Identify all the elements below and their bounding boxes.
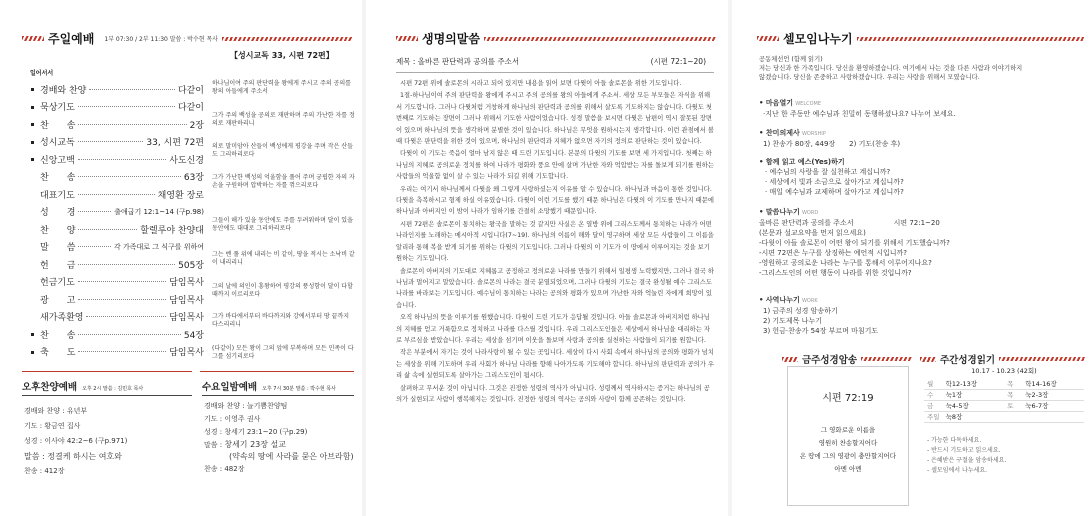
memory-line: 아멘 아멘 bbox=[834, 465, 862, 473]
order-name: 찬 양 bbox=[40, 225, 76, 236]
reading-cell: 눅6-7장 bbox=[1022, 400, 1084, 411]
intro-block bbox=[759, 55, 1079, 82]
reading-cell: 수 bbox=[924, 389, 943, 400]
order-value: 63장 bbox=[183, 173, 204, 183]
order-name: 찬 송 bbox=[40, 330, 76, 341]
header-line bbox=[857, 37, 1085, 41]
order-bullet bbox=[31, 106, 34, 109]
worship-subtitle: 1부 07:30 / 2부 11:30 말씀 : 박수현 목사 bbox=[104, 36, 219, 43]
memory-header bbox=[782, 352, 912, 366]
header-line bbox=[484, 37, 716, 41]
order-leader bbox=[78, 229, 137, 230]
wednesday-line: 경배와 찬양 : 늘기쁨찬양팀 bbox=[204, 402, 288, 410]
order-name: 대표기도 bbox=[40, 190, 75, 201]
reading-cell: 금 bbox=[924, 400, 943, 411]
reading-header bbox=[920, 352, 1085, 366]
order-value: 33, 시편 72편 bbox=[146, 138, 204, 148]
order-leader bbox=[78, 351, 166, 352]
reading-cell bbox=[1004, 411, 1022, 422]
wednesday-sermon-title: 창세기 23장 설교 bbox=[224, 440, 286, 449]
memory-box bbox=[787, 366, 909, 506]
psalm-line: 그가 주의 백성을 공의로 재판하며 주의 가난한 자를 정의로 재판하리니 bbox=[212, 112, 355, 127]
wednesday-body bbox=[204, 400, 354, 476]
wednesday-line: 성경 : 창세기 23:1~20 (구p.29) bbox=[204, 428, 308, 436]
psalm-line: (다같이) 모든 왕이 그의 앞에 부복하며 모든 민족이 다 그를 섬기리로다 bbox=[212, 345, 354, 360]
afternoon-title: 오후찬양예배 bbox=[22, 382, 78, 393]
order-name: 묵상기도 bbox=[40, 103, 75, 113]
psalm-line: 하나님이여 주의 판단력을 왕에게 주시고 주의 공의를 왕의 아들에게 주소서 bbox=[212, 80, 351, 95]
sermon-ref: (시편 72:1~20) bbox=[650, 57, 706, 66]
sermon-paragraph: 시편 72편은 솔로몬이 통치하는 왕국을 말하는 것 같지만 사실은 온 열방 위에 그리스도께서 통치하는 나라가 어떤 나라인지를 노래하는 메시아적 시입니다(7~19). 하나님의 이름이 해와 달이 영구하며 세상 모든 사람들이 그 이름을 알리라 통해 복을 받게 되기를 위하는 다윗의 기도입니다. 그러나 다윗의 이 기도가 이 땅에서 이루어지는 것을 보기 원하는 기도입니다. bbox=[396, 220, 714, 263]
order-bullet bbox=[31, 158, 34, 161]
word-ref: 시편 72:1~20 bbox=[893, 219, 940, 227]
sermon-paragraph: 살펴하고 무서운 것이 아닙니다. 그것은 진정한 성령의 역사가 아닙니다. 성령께서 역사하시는 증거는 하나님의 공의가 실현되고 사람이 행복해지는 것입니다. 진정한 성령의 역사는 공의와 사랑이 함께 공존하는 것입니다. bbox=[396, 384, 710, 403]
sermon-body bbox=[396, 78, 714, 406]
word-label: 말씀나누기 bbox=[765, 208, 800, 216]
memory-title: 금주성경암송 bbox=[802, 355, 858, 366]
order-row bbox=[40, 185, 204, 203]
order-row bbox=[40, 238, 204, 256]
reading-note: - 은혜받은 구절을 암송하세요. bbox=[927, 457, 1007, 464]
afternoon-line: 성경 : 이사야 42:2~6 (구p.971) bbox=[24, 437, 128, 445]
reading-note: - 가능한 다독하세요. bbox=[927, 437, 982, 444]
header-stripe bbox=[757, 36, 779, 41]
order-name: 새가족환영 bbox=[40, 313, 84, 323]
order-name: 광 고 bbox=[40, 295, 76, 306]
order-leader bbox=[78, 106, 175, 107]
order-leader bbox=[78, 281, 166, 282]
order-row bbox=[40, 203, 204, 221]
order-name: 경배와 찬양 bbox=[40, 85, 87, 96]
order-value: 담임목사 bbox=[169, 278, 204, 288]
order-value: 2장 bbox=[189, 120, 204, 131]
wednesday-header bbox=[202, 379, 354, 396]
order-bullet bbox=[31, 123, 34, 126]
afternoon-line: 찬송 : 412장 bbox=[24, 467, 65, 475]
reading-cell: 토 bbox=[1004, 400, 1022, 411]
page-sermon bbox=[366, 0, 728, 516]
order-value: 담임목사 bbox=[169, 348, 204, 358]
reading-row bbox=[924, 400, 1084, 411]
reading-cell: 목 bbox=[1004, 389, 1022, 400]
order-leader bbox=[78, 194, 155, 195]
order-leader bbox=[78, 264, 175, 265]
order-bullet bbox=[31, 351, 34, 354]
cell-title: 셀모임나누기 bbox=[783, 32, 853, 46]
order-name: 신앙고백 bbox=[40, 155, 75, 166]
cell-header bbox=[757, 30, 1085, 47]
work-line: 3) 헌금·찬송가 54장 부르며 마침기도 bbox=[763, 327, 879, 335]
reading-dates: 10.17 - 10.23 (42회) bbox=[971, 367, 1037, 375]
order-value: 할렐루야 찬양대 bbox=[140, 225, 204, 236]
reading-cell: 눅1장 bbox=[943, 389, 1005, 400]
sermon-page-title: 생명의말씀 bbox=[422, 32, 480, 46]
order-value: 담임목사 bbox=[169, 295, 204, 306]
afternoon-body bbox=[24, 404, 194, 479]
afternoon-line: 경배와 찬양 : 유년부 bbox=[24, 407, 88, 415]
reading-row bbox=[924, 411, 1084, 422]
order-value: 54장 bbox=[183, 330, 204, 341]
wednesday-sermon-label: 말씀 : bbox=[204, 441, 225, 449]
worship-section: • 찬미의제사 WORSHIP 1) 찬송가 80장, 449장 2) 기도(찬송 후) bbox=[759, 128, 1079, 149]
psalm-line: 그가 바다에서부터 바다까지와 강에서부터 땅 끝까지 다스리리니 bbox=[212, 313, 350, 328]
word-line: -시편 72편은 누구를 상징하는 예언적 시입니까? bbox=[759, 249, 907, 257]
reading-cell: 학12-13장 bbox=[943, 378, 1005, 389]
order-value: 505장 bbox=[178, 260, 204, 271]
order-bullet bbox=[31, 141, 34, 144]
work-label: 사역나누기 bbox=[765, 296, 800, 304]
sermon-paragraph: 우리는 여기서 하나님께서 다윗을 왜 그렇게 사랑하셨는지 이유를 알 수 있습니다. 하나님과 마음이 통한 것입니다. 다윗을 측복하시고 형제 하실 이유였습니다. 다윗이 이런 기도를 했기 때문 하나님은 다윗의 이 기도를 만나지 때문에 하나님과 아버지인 이 밤이 나라가 임하기를 간절히 소망했기 때문입니다. bbox=[396, 185, 714, 216]
work-section: • 사역나누기 WORK 1) 금주의 성경 암송하기 2) 기도제목 나누기 3) 헌금·찬송가 54장 부르며 마침기도 bbox=[759, 295, 1079, 336]
welcome-line: ·지난 한 주동안 예수님과 친밀히 동행하셨나요? 나누어 보세요. bbox=[763, 110, 956, 118]
afternoon-line: 기도 : 황금연 집사 bbox=[24, 422, 81, 430]
worship-line: 1) 찬송가 80장, 449장 2) 기도(찬송 후) bbox=[763, 140, 901, 148]
order-value: 각 가족대로 그 식구를 위하여 bbox=[113, 242, 204, 251]
wednesday-top-rule bbox=[200, 371, 354, 372]
order-value: 채영환 장로 bbox=[157, 190, 204, 201]
yes-line: · 세상에서 빛과 소금으로 살아가고 계십니까? bbox=[765, 178, 904, 186]
section-label: 일어서서 bbox=[30, 70, 54, 77]
order-row bbox=[40, 98, 204, 116]
sermon-paragraph: 다윗이 이 기도는 죽음이 얼마 남지 않은 때 드린 기도입니다. 본문의 다윗의 기도를 보면 세 가지입니다. 첫째는 하나님의 지혜로 공의로운 정치를 하여 나라가 평화와 풍요 안에 살며 가난한 자와 억압받는 자를 돌보게 되기를 원하는 사람들의 억울함 없이 살 수 있는 나라가 되길 위해 기도합니다. bbox=[396, 150, 714, 181]
order-row bbox=[40, 308, 204, 326]
order-row bbox=[40, 133, 204, 151]
work-line: 1) 금주의 성경 암송하기 bbox=[763, 307, 838, 315]
afternoon-sub: 오후 2시 말씀 : 김민호 목사 bbox=[82, 386, 144, 392]
order-row bbox=[40, 255, 204, 273]
header-line bbox=[999, 357, 1085, 361]
header-stripe bbox=[396, 36, 418, 41]
order-name: 찬 송 bbox=[40, 173, 76, 183]
psalm-line: 그들이 해가 있을 동안에도 주를 두려워하며 달이 있을 동안에도 대대로 그리하리로다 bbox=[212, 217, 353, 232]
reading-title: 주간성경읽기 bbox=[940, 355, 996, 366]
afternoon-top-rule bbox=[22, 371, 192, 372]
yes-label: 함께 읽고 예스(Yes)하기 bbox=[765, 158, 845, 166]
wednesday-title: 수요일밤예배 bbox=[202, 382, 258, 393]
sermon-paragraph: 솔로몬이 아버지의 기도대로 지혜롭고 공정하고 정의로운 나라를 만들기 위해서 일평생 노력했지만, 그러나 결국 하나님과 멀어지고 말았습니다. 솔로몬의 나라는 결국 분열되었으며, 그러나 다윗의 기도는 결국 완성될 예수 그리스도 나라를 바라보는 기도입니다. 예수님이 통치하는 나라는 공의와 평화가 있으며 가난한 자와 억눌린 자에게 희망이 있습니다. bbox=[396, 267, 714, 309]
order-row bbox=[40, 325, 204, 343]
reading-row bbox=[924, 389, 1084, 400]
intro-line: 저는 당신과 한 가족입니다. 당신을 환영하겠습니다. 여기에서 나는 것을 다른 사람과 이야기하지 bbox=[759, 65, 1023, 72]
sermon-paragraph: 시편 72편 위에 솔로몬의 시라고 되어 있지만 내용을 읽어 보면 다윗이 아들 솔로몬을 위한 기도입니다. bbox=[400, 80, 682, 87]
reading-cell: 월 bbox=[924, 378, 943, 389]
word-line: (본문과 설교요약을 먼저 읽으세요) bbox=[759, 229, 866, 237]
word-line: -영원하고 공의로운 나라는 누구를 통해서 이루어지나요? bbox=[759, 259, 932, 267]
wednesday-sermon-sub: (약속의 땅에 사라를 묻은 아브라함) bbox=[229, 452, 354, 461]
order-leader bbox=[86, 316, 166, 317]
afternoon-line: 말씀 : 정결케 하시는 여호와 bbox=[24, 452, 122, 461]
order-row bbox=[40, 150, 204, 168]
order-leader bbox=[78, 211, 111, 212]
order-value: 담임목사 bbox=[169, 313, 204, 323]
word-line: -그리스도인의 어떤 행동이 나라를 위한 것입니까? bbox=[759, 269, 912, 277]
word-title: 올바른 판단력과 공의를 주소서 bbox=[759, 219, 854, 227]
yes-line: · 예수님의 사랑을 잘 실천하고 계십니까? bbox=[765, 168, 891, 176]
memory-ref: 시편 72:19 bbox=[822, 393, 874, 404]
psalm-line: 의로 말미암아 산들이 백성에게 평강을 주며 작은 산들도 그리하리로다 bbox=[212, 143, 353, 158]
sermon-paragraph: 작은 부분에서 자기는 것이 나라사랑이 될 수 있는 곳입니다. 세상이 다시 사회 속에서 하나님의 공의와 평화가 넘치는 세상을 위해 기도하며 우리 사회가 하나님 나라를 향해 나아가도록 기도해야 합니다. 하나님의 판단력과 공의가 우리 삶 속에 실현되도록 살아가는 그리스도인이 됩시다. bbox=[396, 349, 714, 380]
yes-section: • 함께 읽고 예스(Yes)하기 · 예수님의 사랑을 잘 실천하고 계십니까? · 세상에서 빛과 소금으로 살아가고 계십니까? · 매일 예수님과 교제하며 살아가고 계십니까? bbox=[759, 157, 1079, 197]
sermon-title: 제목 : 올바른 판단력과 공의를 주소서 bbox=[396, 57, 520, 66]
order-row bbox=[40, 115, 204, 133]
order-leader bbox=[78, 299, 166, 300]
order-name: 헌 금 bbox=[40, 260, 76, 271]
divider bbox=[396, 72, 714, 73]
reading-notes bbox=[927, 436, 1082, 476]
worship-label: 찬미의제사 bbox=[765, 129, 800, 137]
order-name: 성 경 bbox=[40, 208, 76, 218]
reading-note: - 셀모임에서 나누세요. bbox=[927, 467, 988, 474]
word-section: • 말씀나누기 WORD 올바른 판단력과 공의를 주소서 시편 72:1~20 (본문과 설교요약을 먼저 읽으세요) -다윗이 아들 솔로몬이 어떤 왕이 되기를 위해서 기도했습니까? -시편 72편은 누구를 상징하는 예언적 시입니까? -영원하고 공의로운 나라는 누구를 통해서 이루어지나요? -그리스도인의 어떤 행동이 나라를 위한 것입니까? bbox=[759, 207, 1079, 278]
word-line: -다윗이 아들 솔로몬이 어떤 왕이 되기를 위해서 기도했습니까? bbox=[759, 239, 950, 247]
worship-header bbox=[22, 30, 352, 47]
order-name: 축 도 bbox=[40, 348, 76, 358]
order-row bbox=[40, 80, 204, 98]
memory-line: 영원히 찬송할지어다 bbox=[818, 439, 878, 447]
word-en: WORD bbox=[801, 210, 819, 216]
order-row bbox=[40, 220, 204, 238]
order-value: 다같이 bbox=[177, 85, 204, 96]
order-leader bbox=[78, 159, 166, 160]
order-leader bbox=[78, 141, 144, 142]
wednesday-sub: 오후 7시 30분 말씀 : 박수현 목사 bbox=[262, 386, 336, 392]
page-worship bbox=[0, 0, 362, 516]
work-en: WORK bbox=[801, 298, 818, 304]
yes-line: · 매일 예수님과 교제하며 살아가고 계십니까? bbox=[765, 188, 904, 196]
order-leader bbox=[89, 89, 175, 90]
memory-verse bbox=[788, 424, 908, 476]
welcome-en: WELCOME bbox=[795, 101, 822, 107]
order-bullet bbox=[31, 88, 34, 91]
worship-en: WORSHIP bbox=[801, 131, 826, 137]
order-leader bbox=[78, 246, 111, 247]
sermon-header bbox=[396, 30, 716, 47]
memory-line: 그 영화로운 이름을 bbox=[820, 426, 876, 434]
reading-cell: 눅4-5장 bbox=[943, 400, 1005, 411]
reading-cell: 주일 bbox=[924, 411, 943, 422]
welcome-label: 마음열기 bbox=[765, 99, 793, 107]
order-leader bbox=[78, 334, 180, 335]
order-leader bbox=[78, 176, 180, 177]
reading-cell: 눅2-3장 bbox=[1022, 389, 1084, 400]
order-row bbox=[40, 343, 204, 361]
wednesday-line: 기도 : 이영주 권사 bbox=[204, 415, 261, 423]
psalm-line: 그는 벤 풀 위에 내리는 비 같이, 땅을 적시는 소낙비 같이 내리리니 bbox=[212, 251, 355, 266]
header-line bbox=[861, 357, 912, 361]
psalm-line: 그의 날에 의인이 흥왕하여 평강의 풍성함이 달이 다할 때까지 이르리로다 bbox=[212, 283, 353, 298]
intro-line: 않겠습니다. 당신을 존중하고 사랑하겠습니다. 우리는 사랑을 위해서 모였습니다. bbox=[759, 74, 980, 81]
reading-cell: 목 bbox=[1004, 378, 1022, 389]
reading-table bbox=[924, 378, 1084, 423]
order-value: 사도신경 bbox=[169, 155, 204, 166]
order-row bbox=[40, 290, 204, 308]
welcome-section: • 마음열기 WELCOME ·지난 한 주동안 예수님과 친밀히 동행하셨나요? 나누어 보세요. bbox=[759, 98, 1079, 119]
afternoon-header bbox=[22, 379, 192, 396]
order-name: 성시교독 bbox=[40, 138, 75, 148]
sermon-title-row bbox=[396, 56, 706, 67]
order-value: 출애굽기 12:1~14 (구p.98) bbox=[114, 207, 204, 216]
order-name: 헌금기도 bbox=[40, 278, 75, 288]
page-cell bbox=[732, 0, 1091, 516]
memory-line: 온 땅에 그의 영광이 충만할지어다 bbox=[799, 452, 897, 460]
scripture-header: 【성시교독 33, 시편 72편】 bbox=[230, 51, 334, 60]
sermon-paragraph: 오직 하나님의 뜻을 이루기를 원했습니다. 다윗이 드린 기도가 응답될 것입니다. 아들 솔로몬과 아버지처럼 하나님의 지혜를 얻고 거룩함으로 정치하고 나라를 다스릴 것입니다. 우리 그리스도인들은 세상에서 하나님을 대리하는 자로 부르심을 받았습니다. 우리는 세상을 섬기며 이웃을 돌보며 사랑과 공의를 실천하는 사람들이 되기를 원합니다. bbox=[396, 314, 710, 344]
work-line: 2) 기도제목 나누기 bbox=[763, 317, 822, 325]
header-stripe bbox=[22, 36, 44, 41]
reading-cell bbox=[1022, 411, 1084, 422]
reading-note: - 반드시 기도하고 읽으세요. bbox=[927, 447, 1001, 454]
order-bullet bbox=[31, 333, 34, 336]
reading-row bbox=[924, 378, 1084, 389]
header-stripe bbox=[920, 357, 936, 362]
reading-cell: 눅8장 bbox=[943, 411, 1005, 422]
worship-title: 주일예배 bbox=[48, 32, 95, 46]
order-value: 다같이 bbox=[177, 103, 204, 113]
order-leader bbox=[78, 124, 186, 125]
order-row bbox=[40, 168, 204, 186]
header-line bbox=[222, 37, 352, 41]
order-row bbox=[40, 273, 204, 291]
intro-title: 공동체선언 (함께 읽기) bbox=[759, 56, 823, 63]
wednesday-sermon bbox=[204, 439, 354, 451]
psalm-line: 그가 가난한 백성의 억울함을 풀어 주며 궁핍한 자의 자손을 구원하며 압박하는 자를 꺾으리로다 bbox=[212, 174, 355, 189]
wednesday-hymn: 찬송 : 482장 bbox=[204, 465, 245, 473]
reading-cell: 학14-16장 bbox=[1022, 378, 1084, 389]
header-stripe bbox=[782, 357, 798, 362]
sermon-paragraph: 1절-하나님이여 주의 판단력을 왕에게 주시고 주의 공의를 왕의 아들에게 주소서. 세상 모든 부모들은 자식을 위해서 기도합니다. 그러나 다윗처럼 거창하게 하나님의 판단력과 공의를 위해서 살도록 기도하지는 않습니다. 다윗도 첫 번째로 기도하는 장면이 그러나 위해서 기도한 사람이었습니다. 성경 말씀을 보시면 다윗은 남편이 역시 잘못된 장면이 있으며 하나님의 뜻을 생각하며 분별한 것이 있습니다. 하나님은 무엇을 원하시는지 생각합니다. 이런 관점에서 볼 때 다윗은 판단력을 위한 것이 있으며, 하나님의 판단력과 지혜가 없으면 자기의 정의로 판단하는 것이 있습니다. bbox=[396, 92, 714, 146]
order-name: 찬 송 bbox=[40, 120, 76, 131]
order-name: 말 씀 bbox=[40, 243, 76, 253]
